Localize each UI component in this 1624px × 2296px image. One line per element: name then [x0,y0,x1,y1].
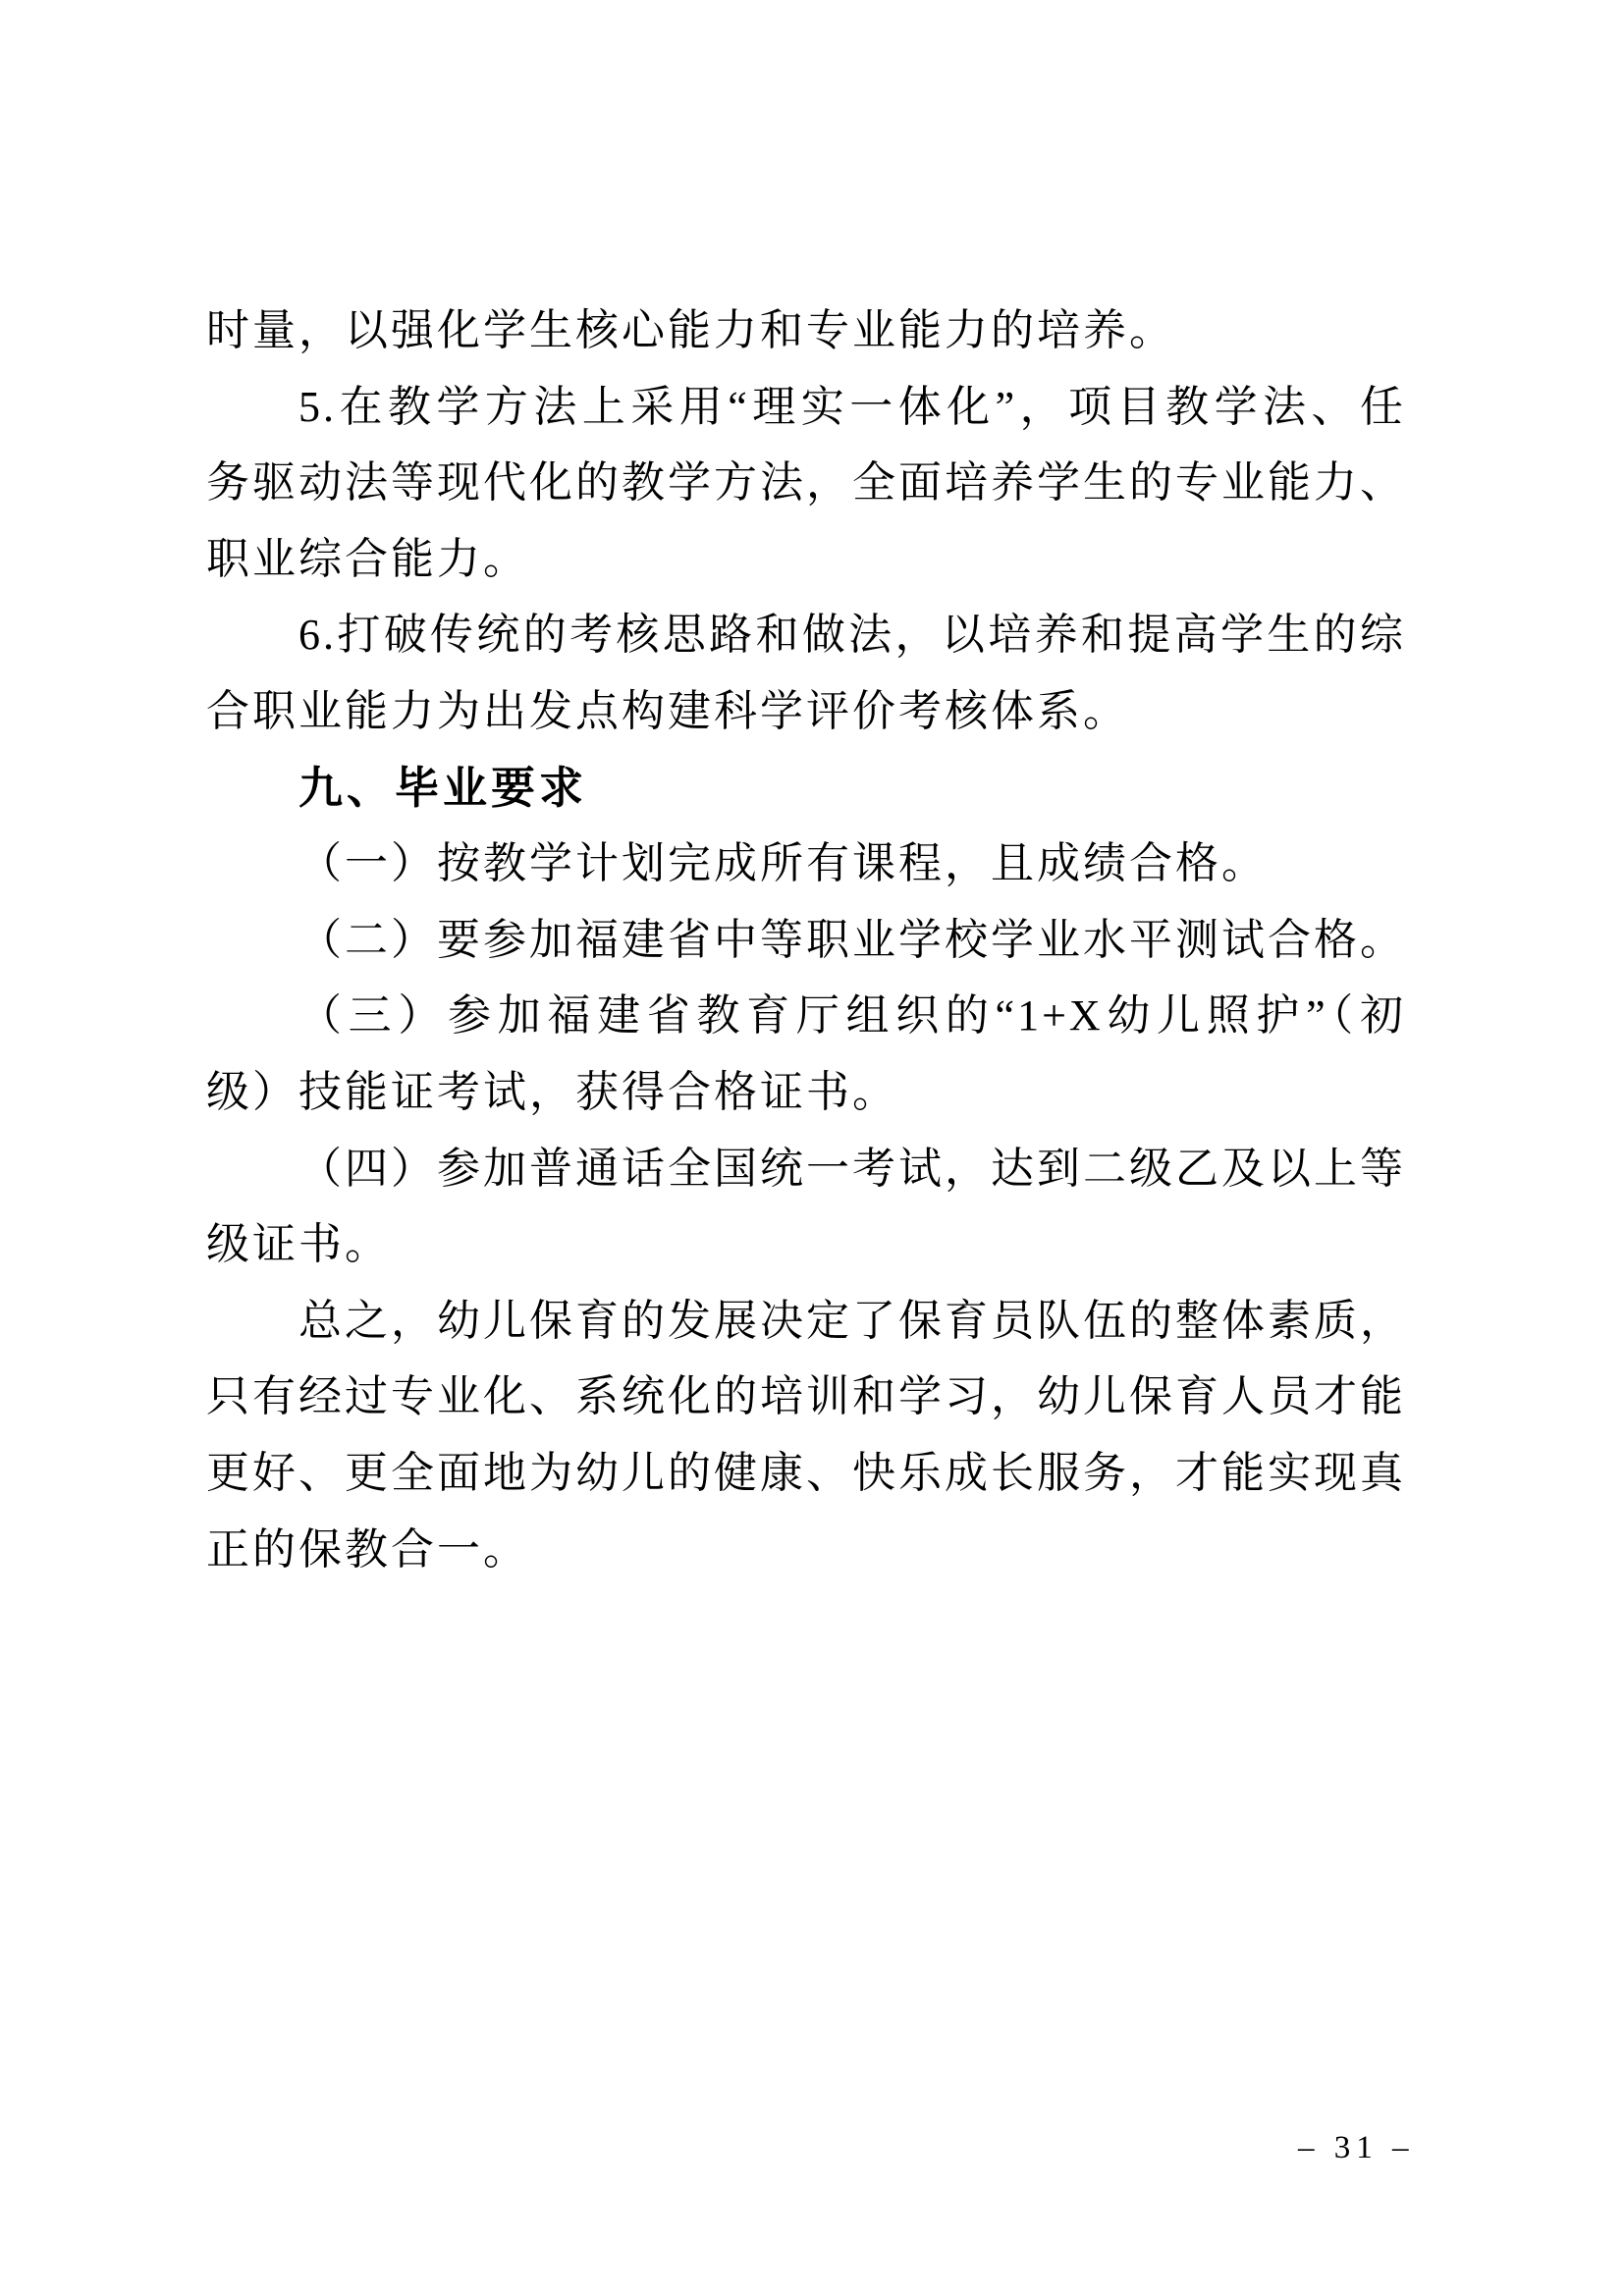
paragraph-line: 时量，以强化学生核心能力和专业能力的培养。 [206,306,1175,354]
paragraph-line: 合职业能力为出发点构建科学评价考核体系。 [206,686,1129,735]
paragraph-line: （二）要参加福建省中等职业学校学业水平测试合格。 [298,915,1406,964]
paragraph-line: 6.打破传统的考核思路和做法，以培养和提高学生的综 [298,611,1406,660]
paragraph-line: （一）按教学计划完成所有课程，且成绩合格。 [298,839,1268,888]
paragraph-line: 职业综合能力。 [206,534,529,583]
paragraph-line: 只有经过专业化、系统化的培训和学习，幼儿保育人员才能 [206,1372,1406,1421]
paragraph-line: 更好、更全面地为幼儿的健康、快乐成长服务，才能实现真 [206,1448,1406,1497]
paragraph-line: 正的保教合一。 [206,1524,529,1574]
paragraph-line: 级证书。 [206,1220,391,1269]
paragraph-line: （三）参加福建省教育厅组织的“1+X幼儿照护”（初 [298,991,1406,1041]
paragraph-line: 务驱动法等现代化的教学方法，全面培养学生的专业能力、 [206,458,1406,507]
section-heading: 九、毕业要求 [298,762,588,813]
text-block [206,293,1406,1587]
paragraph-line: 级）技能证考试，获得合格证书。 [206,1067,898,1116]
page-number: – 31 – [1298,2130,1415,2165]
paragraph-line: 5.在教学方法上采用“理实一体化”，项目教学法、任 [298,382,1406,431]
paragraph-line: （四）参加普通话全国统一考试，达到二级乙及以上等 [298,1144,1406,1193]
paragraph-line: 总之，幼儿保育的发展决定了保育员队伍的整体素质， [298,1296,1406,1345]
